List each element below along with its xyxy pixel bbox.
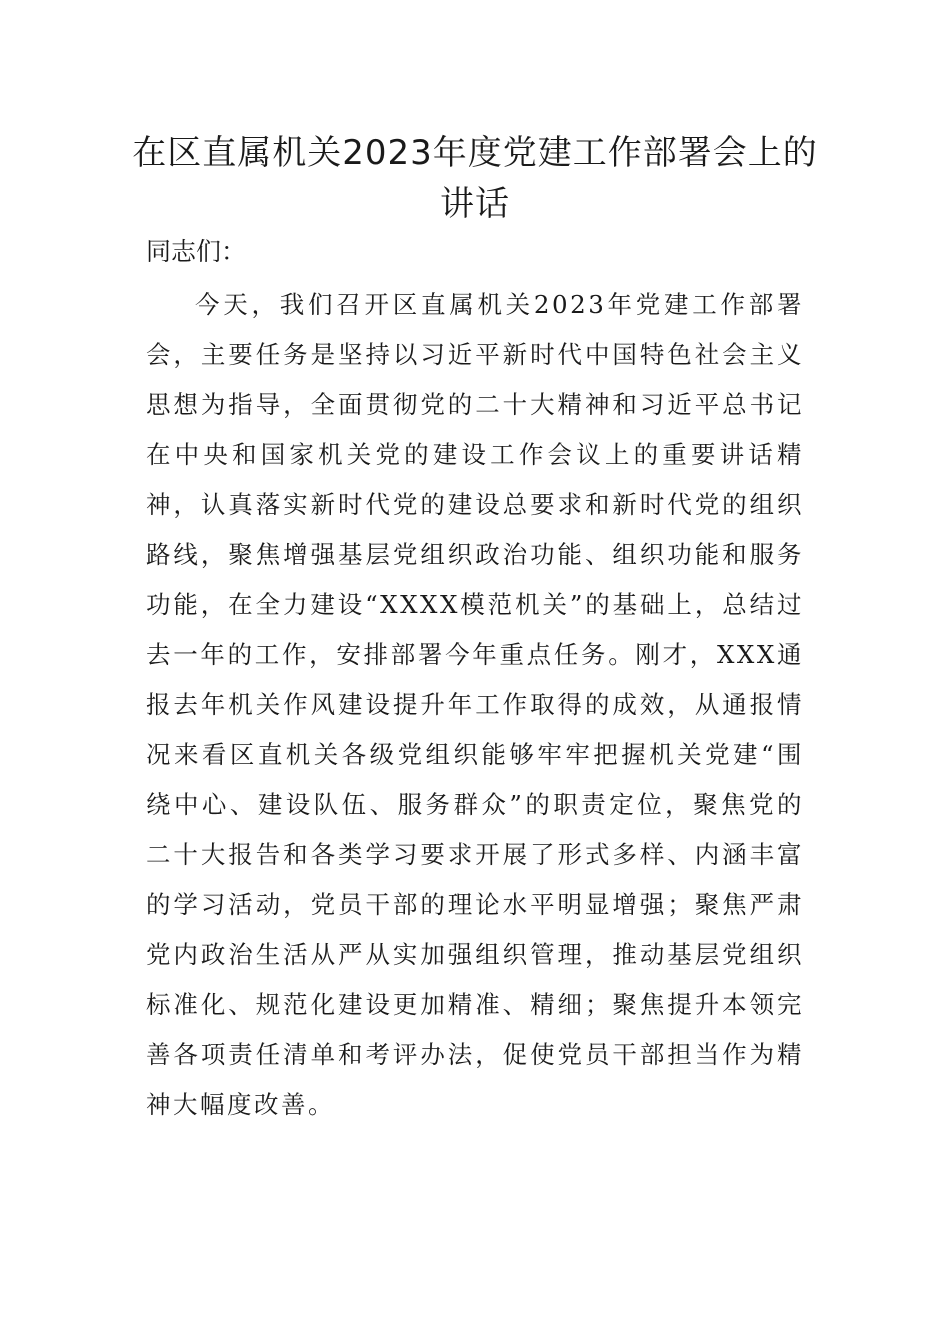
document-title: 在区直属机关2023年度党建工作部署会上的讲话 — [132, 133, 818, 224]
salutation: 同志们： — [146, 237, 247, 266]
body-paragraph: 今天，我们召开区直属机关2023年党建工作部署会，主要任务是坚持以习近平新时代中国特色社会主义思想为指导，全面贯彻党的二十大精神和习近平总书记在中央和国家机关党的建设工作会议上的重要讲话精神，认真落实新时代党的建设总要求和新时代党的组织路线，聚焦增强基层党组织政治功能、组织功能和服务功能，在全力建设“XXXX模范机关”的基础上，总结过去一年的工作，安排部署今年重点任务。刚才，XXX通报去年机关作风建设提升年工作取得的成效，从通报情况来看区直机关各级党组织能够牢牢把握机关党建“围绕中心、建设队伍、服务群众”的职责定位，聚焦党的二十大报告和各类学习要求开展了形式多样、内涵丰富的学习活动，党员干部的理论水平明显增强；聚焦严肃党内政治生活从严从实加强组织管理，推动基层党组织标准化、规范化建设更加精准、精细；聚焦提升本领完善各项责任清单和考评办法，促使党员干部担当作为精神大幅度改善。 — [146, 290, 804, 1119]
